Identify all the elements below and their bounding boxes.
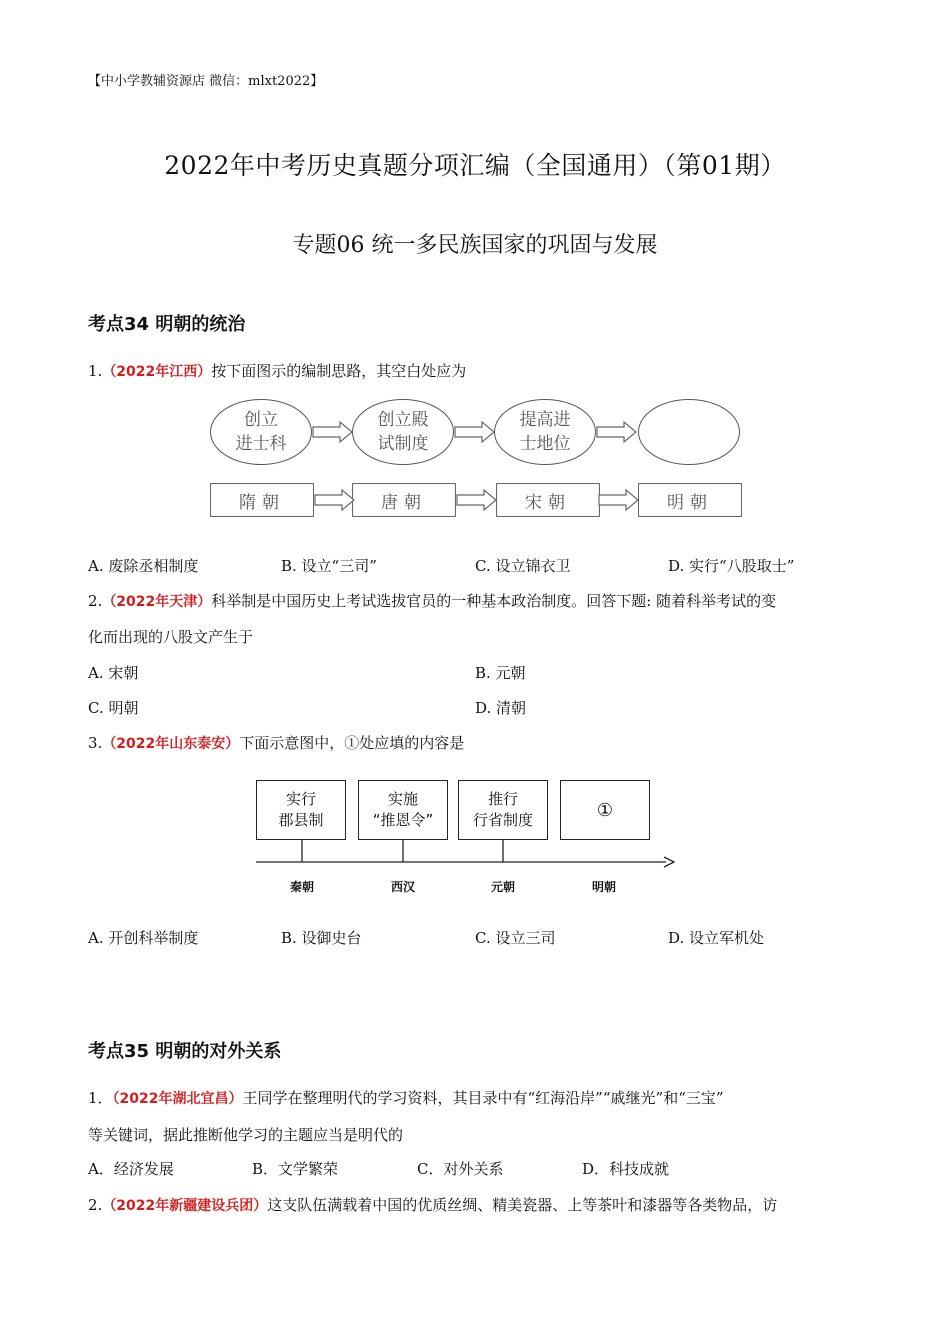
option-d[interactable]: D. 设立军机处	[668, 929, 765, 947]
option-c[interactable]: C. 设立锦衣卫	[475, 557, 571, 575]
diagram-oval-3: 提高进 士地位	[494, 399, 596, 465]
option-d[interactable]: D. 清朝	[475, 699, 527, 717]
section-heading-35: 考点35 明朝的对外关系	[88, 1041, 282, 1062]
question-text: 按下面图示的编制思路，其空白处应为	[211, 362, 467, 380]
arrow-icon	[314, 488, 356, 512]
question-number: 2.	[88, 592, 103, 610]
question-1-stem	[88, 360, 466, 383]
question-text: 王同学在整理明代的学习资料，其目录中有“红海沿岸”“戚继光”和“三宝”	[242, 1089, 724, 1107]
timeline-box-1: 实行 郡县制	[256, 780, 346, 840]
header-note: 【中小学教辅资源店 微信：mlxt2022】	[88, 74, 324, 89]
arrow-icon	[312, 420, 354, 444]
option-b[interactable]: B．文学繁荣	[252, 1160, 339, 1178]
question-s2-1-stem	[88, 1087, 724, 1110]
question-number: 2.	[88, 1196, 103, 1214]
question-text: 下面示意图中，①处应填的内容是	[239, 734, 465, 752]
timeline-label-qin: 秦朝	[289, 880, 314, 894]
option-a[interactable]: A. 宋朝	[88, 664, 139, 682]
diagram-box-2: 唐朝	[352, 483, 456, 517]
timeline-label-ming: 明朝	[591, 880, 616, 894]
question-text: 科举制是中国历史上考试选拔官员的一种基本政治制度。回答下题: 随着科举考试的变	[211, 592, 777, 610]
source-tag: （2022年天津）	[102, 594, 212, 610]
source-tag: （2022年湖北宜昌）	[112, 1091, 243, 1107]
question-s2-2-stem	[88, 1194, 777, 1217]
diagram-oval-2: 创立殿 试制度	[352, 399, 454, 465]
question-3-stem	[88, 732, 464, 755]
option-b[interactable]: B. 元朝	[475, 664, 526, 682]
question-s2-1-stem-continued: 等关键词，据此推断他学习的主题应当是明代的	[88, 1126, 404, 1144]
option-a[interactable]: A．经济发展	[88, 1160, 174, 1178]
diagram-oval-blank	[638, 399, 740, 465]
arrow-icon	[596, 420, 638, 444]
option-d[interactable]: D．科技成就	[582, 1160, 670, 1178]
option-a[interactable]: A. 开创科举制度	[88, 929, 199, 947]
timeline-box-2: 实施 “推恩令”	[358, 780, 448, 840]
option-c[interactable]: C．对外关系	[417, 1160, 504, 1178]
question-number: 3.	[88, 734, 103, 752]
question-number: 1．	[88, 1089, 113, 1107]
document-title: 2022年中考历史真题分项汇编（全国通用）（第01期）	[164, 151, 786, 180]
question-number: 1.	[88, 362, 103, 380]
question-2-stem-continued: 化而出现的八股文产生于	[88, 628, 254, 646]
timeline-label-yuan: 元朝	[490, 880, 515, 894]
timeline-axis	[250, 838, 680, 868]
diagram-oval-1: 创立 进士科	[210, 399, 312, 465]
option-c[interactable]: C. 明朝	[88, 699, 139, 717]
section-heading-34: 考点34 明朝的统治	[88, 314, 246, 335]
option-d[interactable]: D. 实行“八股取士”	[668, 557, 795, 575]
option-a[interactable]: A. 废除丞相制度	[88, 557, 199, 575]
source-tag: （2022年新疆建设兵团）	[102, 1198, 268, 1214]
question-2-stem	[88, 590, 776, 613]
source-tag: （2022年山东泰安）	[102, 736, 240, 752]
option-b[interactable]: B. 设立“三司”	[281, 557, 377, 575]
diagram-box-1: 隋朝	[210, 483, 314, 517]
timeline-box-blank: ①	[560, 780, 650, 840]
option-c[interactable]: C. 设立三司	[475, 929, 556, 947]
arrow-icon	[456, 488, 498, 512]
diagram-box-4: 明朝	[638, 483, 742, 517]
diagram-box-3: 宋朝	[496, 483, 600, 517]
document-subtitle: 专题06 统一多民族国家的巩固与发展	[292, 233, 658, 258]
source-tag: （2022年江西）	[102, 364, 212, 380]
option-b[interactable]: B. 设御史台	[281, 929, 362, 947]
arrow-icon	[454, 420, 496, 444]
arrow-icon	[598, 488, 640, 512]
question-text: 这支队伍满载着中国的优质丝绸、精美瓷器、上等茶叶和漆器等各类物品，访	[267, 1196, 778, 1214]
timeline-label-xihan: 西汉	[390, 880, 415, 894]
timeline-box-3: 推行 行省制度	[458, 780, 548, 840]
